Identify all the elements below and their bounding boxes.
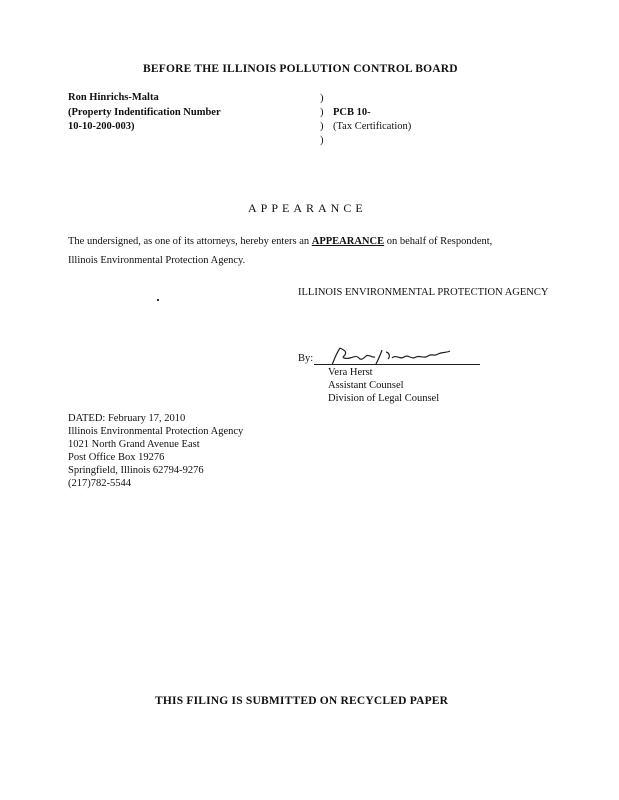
caption-paren: ) bbox=[320, 93, 324, 104]
caption-paren: ) bbox=[320, 135, 324, 146]
paragraph-text-post: on behalf of Respondent, bbox=[386, 236, 493, 247]
signer-title: Assistant Counsel bbox=[328, 380, 404, 391]
caption-property-id-line1: (Property Indentification Number bbox=[68, 107, 221, 118]
phone-number: (217)782-5544 bbox=[68, 478, 131, 489]
po-box: Post Office Box 19276 bbox=[68, 452, 165, 463]
caption-petitioner-name: Ron Hinrichs-Malta bbox=[68, 92, 159, 103]
stray-mark bbox=[157, 299, 159, 301]
paragraph-appearance-word: APPEARANCE bbox=[311, 236, 385, 247]
paragraph-text-pre: The undersigned, as one of its attorneys, hereby enters an bbox=[68, 236, 310, 247]
case-type: (Tax Certification) bbox=[333, 121, 412, 132]
street-address: 1021 North Grand Avenue East bbox=[68, 439, 200, 450]
signer-name: Vera Herst bbox=[328, 367, 373, 378]
case-number: PCB 10- bbox=[333, 107, 371, 118]
dated-line: DATED: February 17, 2010 bbox=[68, 413, 186, 424]
caption-paren: ) bbox=[320, 107, 324, 118]
agency-name: ILLINOIS ENVIRONMENTAL PROTECTION AGENCY bbox=[298, 287, 549, 298]
signer-division: Division of Legal Counsel bbox=[328, 393, 440, 404]
city-state-zip: Springfield, Illinois 62794-9276 bbox=[68, 465, 204, 476]
recycled-paper-notice: THIS FILING IS SUBMITTED ON RECYCLED PAPER bbox=[155, 695, 449, 707]
handwritten-signature bbox=[326, 344, 462, 368]
by-label: By: bbox=[298, 353, 314, 364]
agency-address-name: Illinois Environmental Protection Agency bbox=[68, 426, 244, 437]
appearance-heading: APPEARANCE bbox=[248, 201, 367, 215]
board-title: BEFORE THE ILLINOIS POLLUTION CONTROL BOARD bbox=[143, 63, 458, 75]
appearance-paragraph-line1 bbox=[68, 236, 492, 247]
caption-property-id-line2: 10-10-200-003) bbox=[68, 121, 135, 132]
appearance-paragraph-line2: Illinois Environmental Protection Agency. bbox=[68, 255, 246, 266]
caption-paren: ) bbox=[320, 121, 324, 132]
